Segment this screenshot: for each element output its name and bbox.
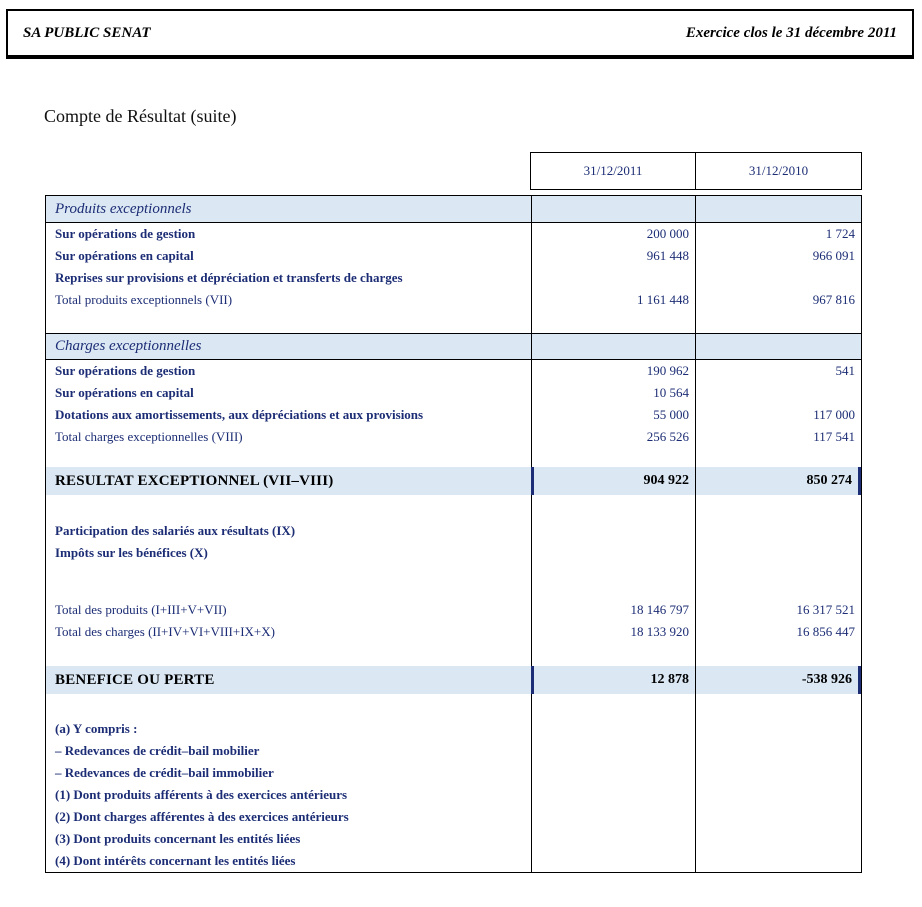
fiscal-year-label: Exercice clos le 31 décembre 2011 [685,24,897,41]
table-row [46,806,861,828]
value-2011 [531,784,695,806]
value-2010 [695,520,861,542]
value-2010: 541 [695,360,861,382]
value-2010 [695,267,861,289]
value-2010: 1 724 [695,223,861,245]
value-2011: 18 133 920 [531,621,695,643]
value-2011: 200 000 [531,223,695,245]
value-2011: 1 161 448 [531,289,695,311]
table-row [46,467,861,495]
value-2010 [695,334,861,359]
value-2011 [531,718,695,740]
column-header-2011: 31/12/2011 [583,163,643,178]
table-row-spacer [46,694,861,718]
value-2011 [531,850,695,872]
value-2011: 10 564 [531,382,695,404]
value-2010: 16 856 447 [695,621,861,643]
row-label: Sur opérations de gestion [55,226,196,241]
row-label: Participation des salariés aux résultats (IX) [55,523,296,538]
value-2010 [695,806,861,828]
report-header-band [6,9,914,59]
table-row [46,196,861,223]
value-2011: 961 448 [531,245,695,267]
table-row [46,426,861,448]
value-2010 [695,495,861,520]
row-label: BENEFICE OU PERTE [55,671,215,688]
row-label: Charges exceptionnelles [55,338,202,354]
row-label: RESULTAT EXCEPTIONNEL (VII–VIII) [55,472,334,489]
value-2010: -538 926 [695,666,861,694]
table-row-spacer [46,643,861,666]
table-row [46,666,861,694]
value-2011 [531,542,695,564]
row-label: Impôts sur les bénéfices (X) [55,545,208,560]
table-row [46,621,861,643]
value-2011 [531,311,695,333]
table-row-spacer [46,495,861,520]
table-row [46,382,861,404]
value-2011: 18 146 797 [531,599,695,621]
value-2011 [531,762,695,784]
table-row [46,599,861,621]
value-2011: 256 526 [531,426,695,448]
value-2010: 16 317 521 [695,599,861,621]
table-row [46,360,861,382]
table-row [46,404,861,426]
column-header-2010: 31/12/2010 [695,153,861,189]
row-label: Sur opérations en capital [55,248,194,263]
value-2011 [531,520,695,542]
value-2010: 117 000 [695,404,861,426]
value-2010 [695,542,861,564]
value-2010 [695,784,861,806]
value-2010 [695,448,861,467]
row-label: Sur opérations de gestion [55,363,196,378]
value-2010: 850 274 [695,467,861,495]
value-2010 [695,828,861,850]
table-row [46,267,861,289]
value-2011 [531,267,695,289]
value-2010 [695,740,861,762]
row-label: Total charges exceptionnelles (VIII) [55,429,243,444]
table-row [46,542,861,564]
value-2011 [531,694,695,718]
value-2011 [531,196,695,222]
value-2010 [695,694,861,718]
value-2011: 12 878 [531,666,695,694]
table-row [46,762,861,784]
value-2011 [531,828,695,850]
value-2011 [531,495,695,520]
value-2010 [695,643,861,666]
value-2011 [531,334,695,359]
value-2011 [531,740,695,762]
value-2010 [695,196,861,222]
value-2011: 904 922 [531,467,695,495]
table-row [46,740,861,762]
row-label: – Redevances de crédit–bail mobilier [55,743,260,758]
value-2011 [531,643,695,666]
row-label: – Redevances de crédit–bail immobilier [55,765,274,780]
value-2010 [695,718,861,740]
income-statement-table [45,195,862,873]
table-row [46,223,861,245]
table-row [46,333,861,360]
row-label: Sur opérations en capital [55,385,194,400]
table-row-spacer [46,311,861,333]
table-row [46,245,861,267]
value-2011 [531,448,695,467]
value-2011 [531,564,695,599]
value-2010 [695,382,861,404]
table-row [46,784,861,806]
row-label: Produits exceptionnels [55,200,192,217]
table-row-spacer [46,564,861,599]
table-row [46,520,861,542]
table-row [46,828,861,850]
column-date-header [530,152,862,190]
row-label: Dotations aux amortissements, aux dépréciations et aux provisions [55,407,424,422]
row-label: (2) Dont charges afférentes à des exercices antérieurs [55,809,349,824]
row-label: (3) Dont produits concernant les entités liées [55,831,301,846]
page-title: Compte de Résultat (suite) [44,106,237,126]
value-2011: 55 000 [531,404,695,426]
row-label: (4) Dont intérêts concernant les entités liées [55,853,296,868]
row-label: Reprises sur provisions et dépréciation et transferts de charges [55,270,403,285]
value-2010 [695,762,861,784]
value-2010 [695,850,861,872]
value-2011 [531,806,695,828]
table-row [46,718,861,740]
row-label: Total des charges (II+IV+VI+VIII+IX+X) [55,624,275,639]
value-2011: 190 962 [531,360,695,382]
table-row-spacer [46,448,861,467]
value-2010: 967 816 [695,289,861,311]
value-2010: 117 541 [695,426,861,448]
company-name: SA PUBLIC SENAT [23,24,151,41]
row-label: Total produits exceptionnels (VII) [55,292,233,307]
value-2010 [695,311,861,333]
row-label: Total des produits (I+III+V+VII) [55,602,227,617]
row-label: (a) Y compris : [55,721,138,736]
row-label: (1) Dont produits afférents à des exercices antérieurs [55,787,348,802]
value-2010: 966 091 [695,245,861,267]
table-row [46,850,861,872]
value-2010 [695,564,861,599]
table-row [46,289,861,311]
